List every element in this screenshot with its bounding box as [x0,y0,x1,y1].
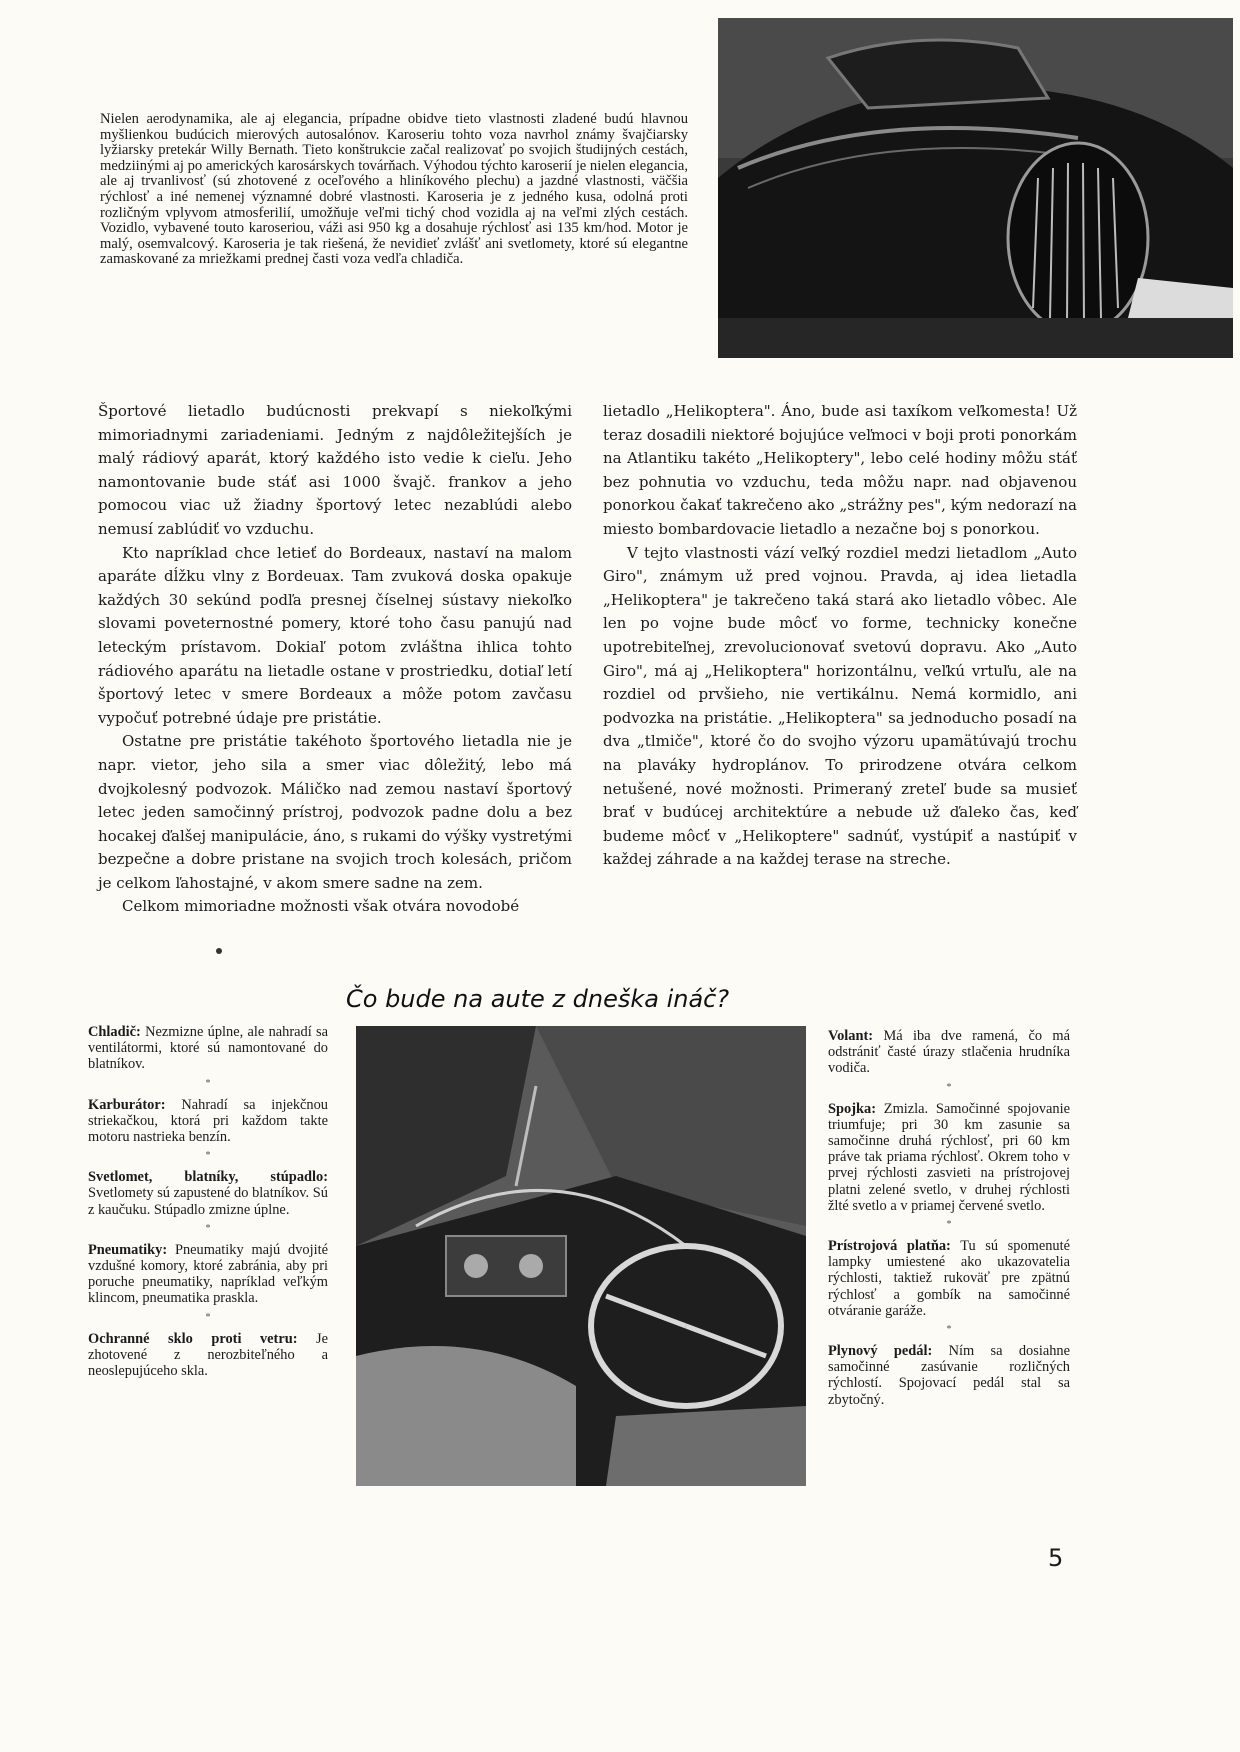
section-heading: Čo bude na aute z dneška ináč? [346,985,730,1013]
article-column-left [98,400,572,919]
feature-entry [828,1101,1070,1214]
separator-star: * [946,1219,952,1231]
feature-text: Nezmizne úplne, ale nahradí sa ventilátormi, ktoré sú namontované do blatníkov. [88,1024,328,1073]
car-interior-photo [356,1026,806,1486]
feature-text: Tu sú spomenuté lampky umiestené ako ukazovatelia rýchlosti, taktiež rukoväť pre zpätnú rýchlosť a gombík na samočinné otváranie garáže. [828,1238,1070,1319]
feature-text: Má iba dve ramená, čo má odstrániť časté úrazy stlačenia hrudníka vodiča. [828,1028,1070,1077]
paragraph: Ostatne pre pristátie takéhoto športového lietadla nie je napr. vietor, jeho sila a smer viac dôležitý, lebo má dvojkolesný podvozok. Máličko nad zemou nastaví športový letec jeden samočinný prístroj, podvozok padne dolu a bez hocakej ďalšej manipulácie, áno, s rukami do výšky vystretými bezpečne a dobre pristane na svojich troch kolesách, pričom je celkom ľahostajné, v akom smere sadne na zem. [98,732,572,892]
page-number: 5 [1048,1544,1064,1572]
feature-entry [88,1169,328,1218]
feature-entry [828,1028,1070,1077]
separator-star: * [205,1077,211,1089]
feature-entry [88,1331,328,1380]
feature-entry [828,1238,1070,1319]
separator-star: * [205,1150,211,1162]
feature-text: Je zhotovené z nerozbiteľného a neoslepujúceho skla. [88,1330,328,1380]
paragraph: Celkom mimoriadne možnosti však otvára novodobé [122,897,520,916]
paragraph: Kto napríklad chce letieť do Bordeaux, nastaví na malom aparáte dĺžku vlny z Bordeuax. Tam zvuková doska opakuje každých 30 sekúnd podľa presnej číselnej sústavy niekoľko slovami poveternostné pomery, ktoré toho času panujú nad leteckým prístavom. Dokiaľ potom zvláštna ihlica tohto rádiového aparátu na lietadle ostane v prostriedku, dotiaľ letí športový letec v smere Bordeaux a môže potom zavčasu vypočuť potrebné údaje pre pristátie. [98,543,572,727]
feature-term: Svetlomet, blatníky, stúpadlo: [88,1169,328,1186]
feature-text: Svetlomety sú zapustené do blatníkov. Sú z kaučuku. Stúpadlo zmizne úplne. [88,1185,328,1218]
feature-entry [88,1097,328,1146]
bullet-mark [216,948,222,954]
feature-text: Ním sa dosiahne samočinné zasúvanie rozličných rýchlostí. Spojovací pedál stal sa zbytočný. [828,1343,1070,1408]
car-photo [718,18,1233,358]
intro-paragraph: Nielen aerodynamika, ale aj elegancia, prípadne obidve tieto vlastnosti zladené budú hlavnou myšlienkou budúcich mierových autosalónov. Karoseriu tohto voza navrhol známy švajčiarsky lyžiarsky pretekár Willy Bernath. Tieto konštrukcie začal realizovať po svojich študijných cestách, medziinými aj po amerických karosárskych továrňach. Výhodou týchto karoserií je nielen elegancia, ale aj trvanlivosť (sú zhotovené z oceľového a hliníkového plechu) a jazdné vlastnosti, väčšia rýchlosť a iné nemenej významné dobré vlastnosti. Karoseria je z jedného kusa, odolná proti rozličným vplyvom atmosferilií, umožňuje veľmi tichý chod vozidla aj na veľmi zlých cestách. Vozidlo, vybavené touto karoseriou, váži asi 950 kg a dosahuje rýchlosť asi 135 km/hod. Motor je malý, osemvalcový. Karoseria je tak riešená, že nevidieť zvlášť ani svetlomety, ktoré sú elegantne zamaskované za mriežkami prednej časti voza vedľa chladiča. [100,111,688,268]
feature-entry [828,1343,1070,1408]
feature-term: Pneumatiky: [88,1241,168,1258]
feature-text: Zmizla. Samočinné spojovanie triumfuje; pri 30 km zasunie sa samočinne druhá rýchlosť, pri 60 km práve tak priama rýchlosť. Okrem toho v prvej rýchlosti zasvieti na prístrojovej platni zelené svetlo, v druhej rýchlosti žlté svetlo a v priamej červené svetlo. [828,1100,1070,1214]
separator-star: * [946,1081,952,1093]
feature-text: Nahradí sa injekčnou striekačkou, ktorá pri každom takte motoru nastrieka benzín. [88,1096,328,1146]
feature-entry [88,1242,328,1307]
feature-term: Karburátor: [88,1096,166,1113]
paragraph: Športové lietadlo budúcnosti prekvapí s niekoľkými mimoriadnymi zariadeniami. Jedným z najdôležitejších je malý rádiový aparát, ktorý každého isto vedie k cieľu. Jeho namontovanie bude stáť asi 1000 švajč. frankov a jeho pomocou viac už žiadny športový letec nezablúdi alebo nemusí zablúdiť vo vzduchu. [98,402,572,538]
feature-term: Spojka: [828,1100,876,1117]
feature-term: Chladič: [88,1024,141,1040]
feature-entry [88,1024,328,1073]
feature-term: Ochranné sklo proti vetru: [88,1330,298,1347]
feature-term: Volant: [828,1028,874,1044]
features-left [88,1024,328,1379]
feature-term: Plynový pedál: [828,1343,933,1360]
paragraph: V tejto vlastnosti vází veľký rozdiel medzi lietadlom „Auto Giro", známym už pred vojnou. Pravda, aj idea lietadla „Helikoptera" je takrečeno taká stará ako lietadlo vôbec. Ale len po vojne bude môcť vo forme, technicky konečne upotrebiteľnej, zrevolucionovať svetovú dopravu. Ako „Auto Giro", má aj „Helikoptera" horizontálnu, veľkú vrtuľu, ale na rozdiel od prvšieho, nie vertikálnu. Nemá kormidlo, ani podvozka na pristátie. „Helikoptera" sa jednoducho posadí na dva „tlmiče", ktoré čo do svojho výzoru upamätúvajú trochu na plaváky hydroplánov. To prirodzene otvára celkom netušené, nové možnosti. Primeraný zreteľ bude sa musieť brať v budúcej architektúre a nebude už ďaleko čas, keď budeme môcť v „Helikoptere" sadnúť, vystúpiť a nastúpiť v každej záhrade a na každej terase na streche. [603,543,1077,869]
separator-star: * [205,1311,211,1323]
feature-text: Pneumatiky majú dvojité vzdušné komory, ktoré zabránia, aby pri poruche pneumatiky, napríklad veľkým klincom, pneumatika praskla. [88,1241,328,1307]
paragraph: lietadlo „Helikoptera". Áno, bude asi taxíkom veľkomesta! Už teraz dosadili niektoré bojujúce veľmoci v boji proti ponorkám na Atlantiku takéto „Helikoptery", lebo celé hodiny môžu stáť bez pohnutia vo vzduchu, teda môžu napr. nad objavenou ponorkou čakať takrečeno ako „strážny pes", kým nedorazí na miesto bombardovacie lietadlo a nezačne boj s ponorkou. [603,402,1077,538]
features-right [828,1028,1070,1408]
separator-star: * [946,1324,952,1336]
separator-star: * [205,1222,211,1234]
article-column-right [603,400,1077,872]
feature-term: Prístrojová platňa: [828,1238,951,1255]
